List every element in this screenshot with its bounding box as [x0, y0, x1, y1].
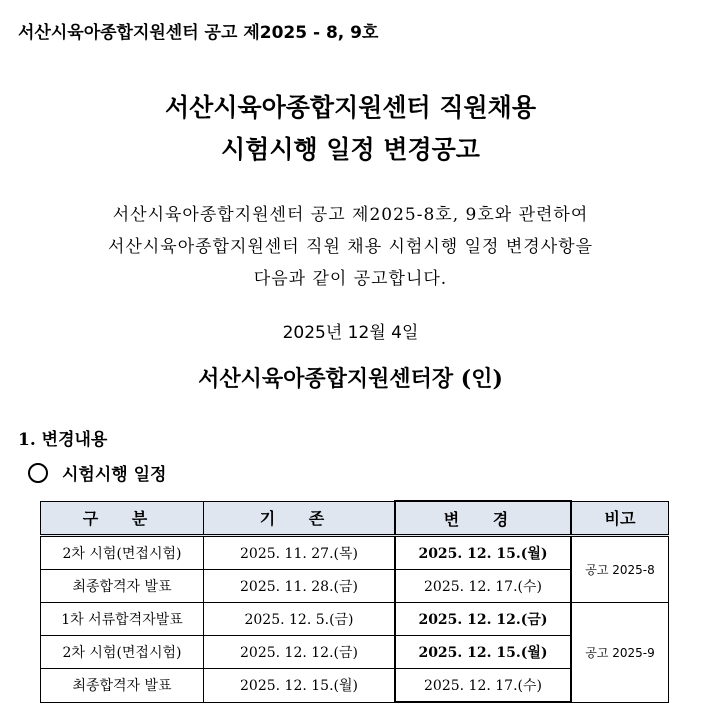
body-line-3: 다음과 같이 공고합니다.	[253, 269, 448, 289]
cell-item: 2차 시험(면접시험)	[41, 636, 204, 669]
header-item: 구 분	[41, 501, 204, 536]
table-row	[41, 536, 669, 570]
schedule-table	[40, 500, 669, 703]
cell-remark: 공고 2025-9	[571, 603, 669, 703]
cell-new: 2025. 12. 12.(금)	[395, 603, 571, 636]
subsection-label: 시험시행 일정	[62, 465, 167, 485]
title-line-2: 시험시행 일정 변경공고	[221, 135, 480, 164]
cell-item: 최종합격자 발표	[41, 570, 204, 603]
cell-old: 2025. 11. 28.(금)	[204, 570, 396, 603]
notice-number: 서산시육아종합지원센터 공고 제2025 - 8, 9호	[18, 23, 379, 43]
cell-remark: 공고 2025-8	[571, 536, 669, 603]
header-remark: 비고	[571, 501, 669, 536]
cell-old: 2025. 12. 12.(금)	[204, 636, 396, 669]
notice-date: 2025년 12월 4일	[282, 323, 419, 343]
cell-new: 2025. 12. 17.(수)	[395, 570, 571, 603]
table-header-row	[41, 501, 669, 536]
section-heading: 1. 변경내용	[18, 430, 108, 450]
cell-old: 2025. 12. 15.(월)	[204, 669, 396, 703]
signature: 서산시육아종합지원센터장 (인)	[198, 366, 503, 392]
cell-new: 2025. 12. 17.(수)	[395, 669, 571, 703]
cell-new: 2025. 12. 15.(월)	[395, 536, 571, 570]
table-row	[41, 603, 669, 636]
body-line-1: 서산시육아종합지원센터 공고 제2025-8호, 9호와 관련하여	[112, 205, 589, 225]
header-new: 변 경	[395, 501, 571, 536]
cell-item: 1차 서류합격자발표	[41, 603, 204, 636]
body-line-2: 서산시육아종합지원센터 직원 채용 시험시행 일정 변경사항을	[108, 237, 593, 257]
cell-old: 2025. 11. 27.(목)	[204, 536, 396, 570]
cell-old: 2025. 12. 5.(금)	[204, 603, 396, 636]
cell-item: 2차 시험(면접시험)	[41, 536, 204, 570]
title-line-1: 서산시육아종합지원센터 직원채용	[165, 93, 536, 122]
header-old: 기 존	[204, 501, 396, 536]
cell-item: 최종합격자 발표	[41, 669, 204, 703]
cell-new: 2025. 12. 15.(월)	[395, 636, 571, 669]
circle-bullet-icon	[28, 463, 48, 483]
subsection-heading	[28, 460, 166, 485]
